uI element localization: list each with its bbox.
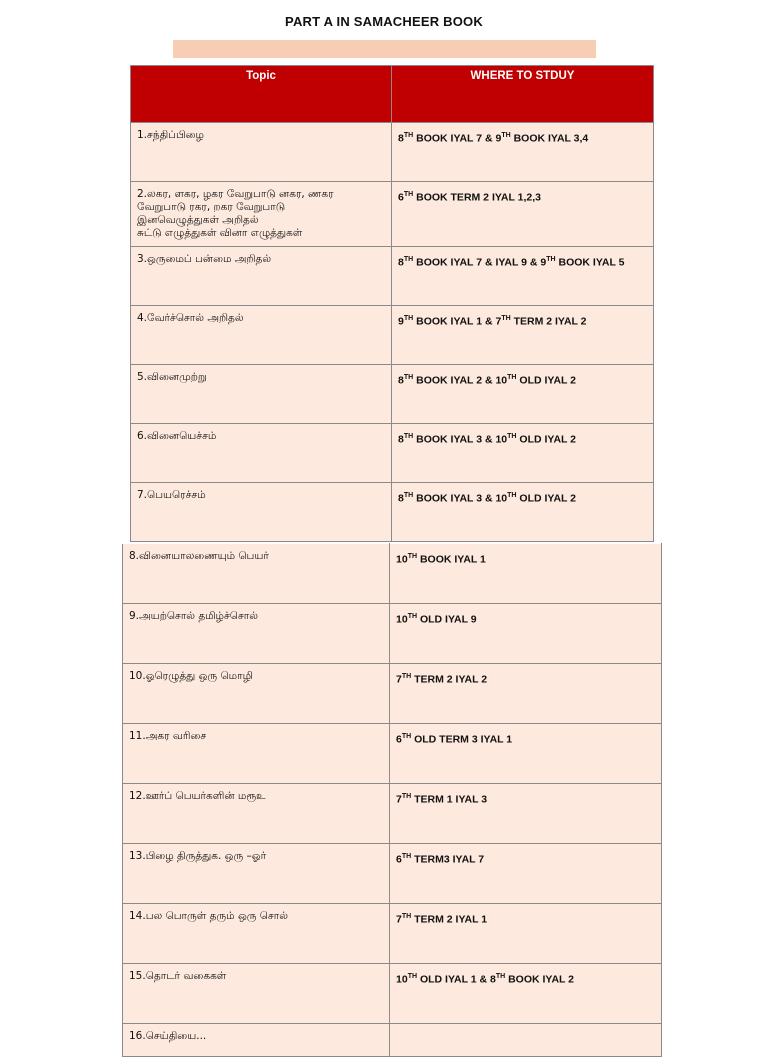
topic-line: 9.அயற்சொல் தமிழ்ச்சொல் <box>129 610 258 622</box>
where-header: WHERE TO STDUY <box>392 66 654 123</box>
topic-line: 5.வினைமுற்று <box>137 371 207 383</box>
topic-line: 1.சந்திப்பிழை <box>137 129 204 141</box>
table-row <box>131 306 654 365</box>
where-text: 10TH OLD IYAL 1 & 8TH BOOK IYAL 2 <box>396 973 575 986</box>
where-cell <box>392 365 654 424</box>
where-text: 6TH TERM3 IYAL 7 <box>396 853 485 866</box>
where-text: 8TH BOOK IYAL 2 & 10TH OLD IYAL 2 <box>398 374 577 387</box>
topic-line: 16.செய்தியை... <box>129 1030 207 1042</box>
study-table-part-2 <box>122 543 662 1057</box>
topic-cell <box>131 182 392 247</box>
where-cell <box>390 664 662 724</box>
topic-line: வேறுபாடு ரகர, றகர வேறுபாடு <box>137 201 286 213</box>
where-text: 6TH BOOK TERM 2 IYAL 1,2,3 <box>398 191 541 204</box>
where-cell <box>390 724 662 784</box>
topic-line: 11.அகர வரிசை <box>129 730 207 742</box>
topic-line: 3.ஒருமைப் பன்மை அறிதல் <box>137 253 272 265</box>
table-row <box>131 424 654 483</box>
topic-line: 6.வினையெச்சம் <box>137 430 217 442</box>
where-text: 7TH TERM 2 IYAL 2 <box>396 673 488 686</box>
where-text: 10TH OLD IYAL 9 <box>396 613 477 626</box>
topic-cell <box>131 123 392 182</box>
where-cell <box>390 904 662 964</box>
table-row <box>131 247 654 306</box>
topic-cell <box>123 904 390 964</box>
topic-cell <box>131 247 392 306</box>
where-text: 8TH BOOK IYAL 3 & 10TH OLD IYAL 2 <box>398 433 577 446</box>
where-text: 8TH BOOK IYAL 3 & 10TH OLD IYAL 2 <box>398 492 577 505</box>
table-row <box>131 182 654 247</box>
table-header-row <box>131 66 654 123</box>
where-cell <box>390 604 662 664</box>
topic-cell <box>123 1024 390 1057</box>
where-text: 8TH BOOK IYAL 7 & 9TH BOOK IYAL 3,4 <box>398 132 589 145</box>
table-row <box>123 964 662 1024</box>
topic-cell <box>123 844 390 904</box>
where-cell <box>390 1024 662 1057</box>
topic-cell <box>131 306 392 365</box>
topic-cell <box>123 664 390 724</box>
where-cell <box>392 306 654 365</box>
document-title: PART A IN SAMACHEER BOOK <box>285 14 483 29</box>
topic-line: சுட்டு எழுத்துகள் வினா எழுத்துகள் <box>137 227 303 239</box>
topic-cell <box>131 365 392 424</box>
table-row <box>123 784 662 844</box>
table-row <box>131 123 654 182</box>
table-row <box>123 724 662 784</box>
where-text: 7TH TERM 2 IYAL 1 <box>396 913 488 926</box>
where-cell <box>390 544 662 604</box>
where-cell <box>390 964 662 1024</box>
table-row <box>131 365 654 424</box>
table-row <box>131 483 654 542</box>
where-cell <box>390 844 662 904</box>
topic-line: 14.பல பொருள் தரும் ஒரு சொல் <box>129 910 288 922</box>
topic-header: Topic <box>131 66 392 123</box>
topic-line: 4.வேர்ச்சொல் அறிதல் <box>137 312 244 324</box>
topic-cell <box>131 424 392 483</box>
topic-line: 2.லகர, ளகர, ழகர வேறுபாடு னகர, ணகர <box>137 188 334 200</box>
topic-cell <box>123 544 390 604</box>
topic-line: 7.பெயரெச்சம் <box>137 489 206 501</box>
where-cell <box>392 182 654 247</box>
table-row <box>123 544 662 604</box>
topic-line: 8.வினையாலணையும் பெயர் <box>129 550 269 562</box>
where-cell <box>392 123 654 182</box>
table-row <box>123 664 662 724</box>
topic-line: 13.பிழை திருத்துக. ஒரு –ஓர் <box>129 850 267 862</box>
topic-line: இனவெழுத்துகள் அறிதல் <box>137 214 259 226</box>
where-cell <box>390 784 662 844</box>
table-row <box>123 844 662 904</box>
table-row <box>123 1024 662 1057</box>
topic-line: 10.ஓரெழுத்து ஒரு மொழி <box>129 670 253 682</box>
topic-cell <box>123 724 390 784</box>
where-text: 9TH BOOK IYAL 1 & 7TH TERM 2 IYAL 2 <box>398 315 587 328</box>
topic-cell <box>123 964 390 1024</box>
topic-cell <box>131 483 392 542</box>
study-table-part-1 <box>130 65 654 542</box>
topic-cell <box>123 604 390 664</box>
table-row <box>123 904 662 964</box>
where-text: 10TH BOOK IYAL 1 <box>396 553 486 566</box>
topic-line: 12.ஊர்ப் பெயர்களின் மரூஉ <box>129 790 266 802</box>
topic-cell <box>123 784 390 844</box>
topic-line: 15.தொடர் வகைகள் <box>129 970 227 982</box>
where-text: 8TH BOOK IYAL 7 & IYAL 9 & 9TH BOOK IYAL 5 <box>398 256 625 269</box>
where-cell <box>392 483 654 542</box>
table-row <box>123 604 662 664</box>
where-cell <box>392 424 654 483</box>
where-text: 7TH TERM 1 IYAL 3 <box>396 793 488 806</box>
title-highlight-bar <box>173 40 596 58</box>
where-text: 6TH OLD TERM 3 IYAL 1 <box>396 733 513 746</box>
where-cell <box>392 247 654 306</box>
